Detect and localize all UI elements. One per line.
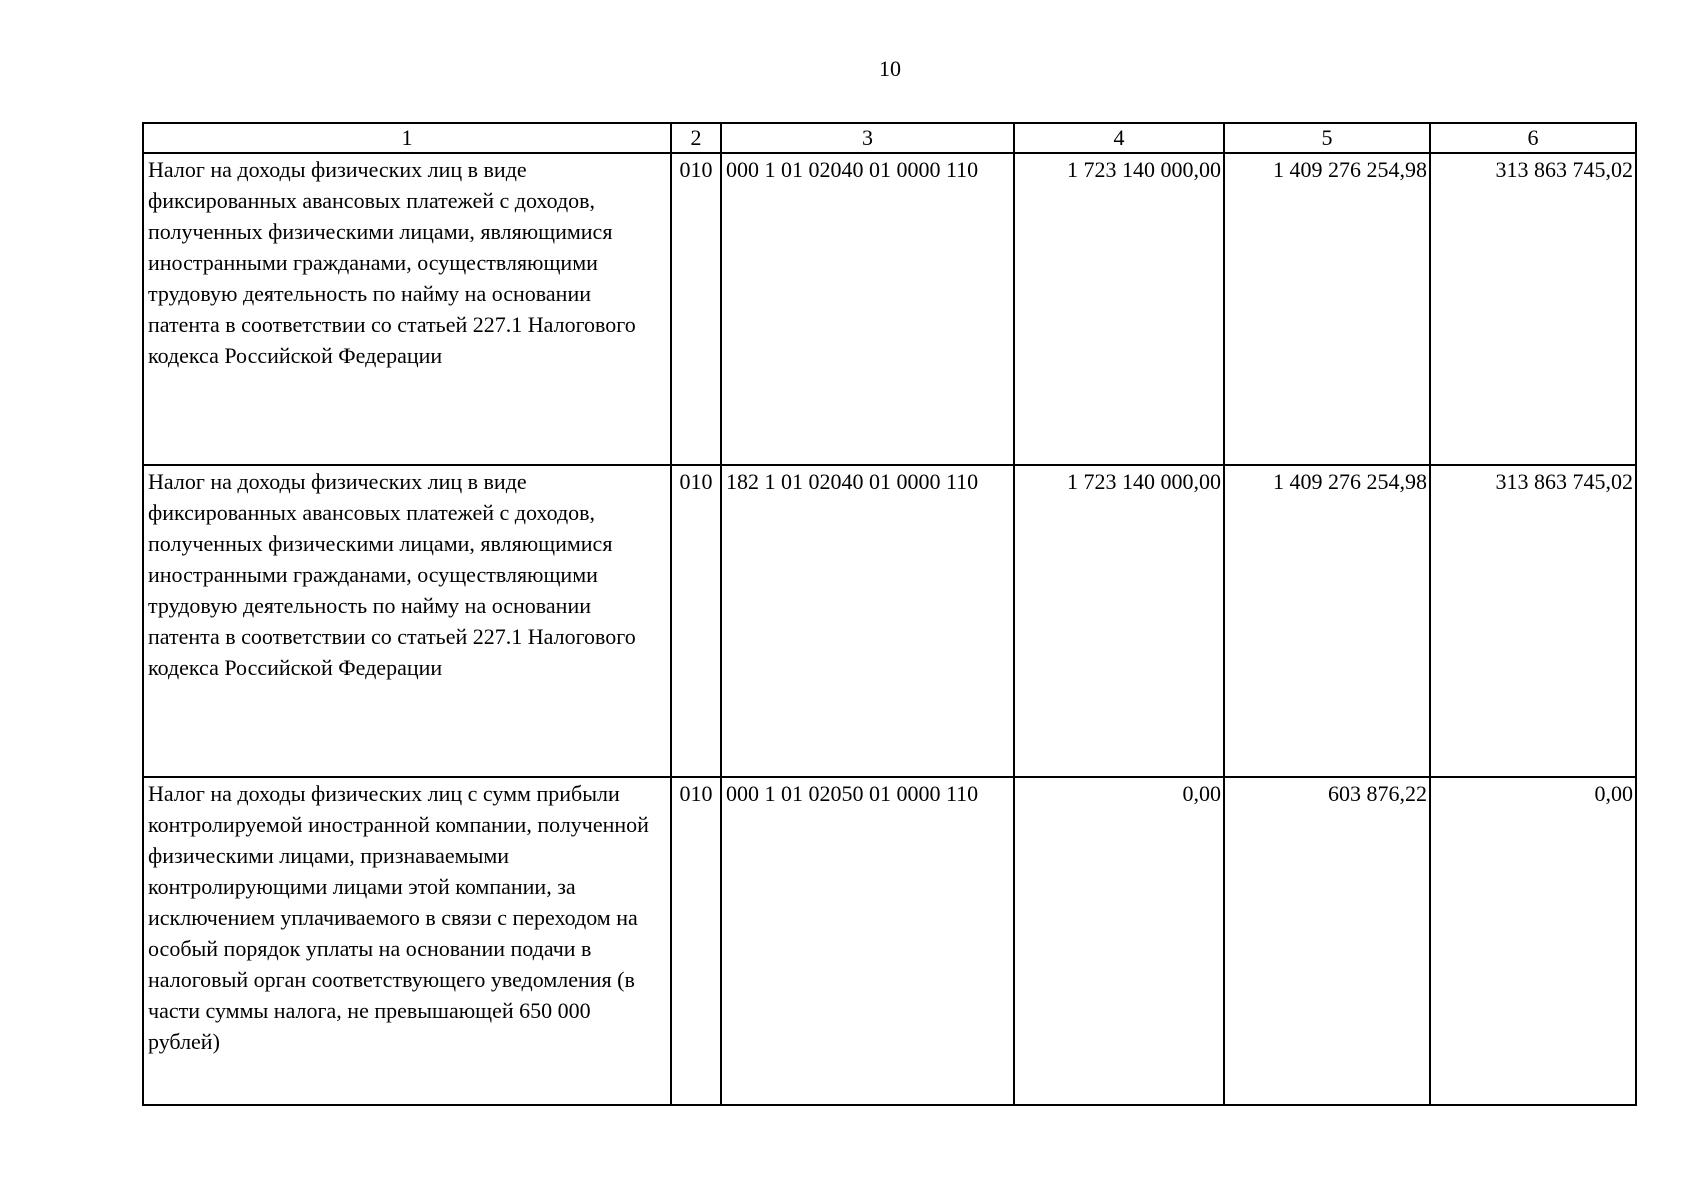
budget-execution-table (142, 122, 1637, 1106)
header-col-5: 5 (1224, 123, 1430, 153)
unexecuted-amount-cell: 313 863 745,02 (1430, 153, 1636, 465)
table-row (143, 153, 1636, 465)
budget-classification-code-cell: 000 1 01 02040 01 0000 110 (721, 153, 1014, 465)
line-code-cell: 010 (671, 777, 721, 1105)
header-col-2: 2 (671, 123, 721, 153)
income-name-cell: Налог на доходы физических лиц в виде фиксированных авансовых платежей с доходов, полученных физическими лицами, являющимися иностранными гражданами, осуществляющими трудовую деятельность по найму на основании патента в соответствии со статьей 227.1 Налогового кодекса Российской Федерации (143, 465, 671, 777)
column-number-header-row (143, 123, 1636, 153)
table-row (143, 777, 1636, 1105)
header-col-3: 3 (721, 123, 1014, 153)
header-col-6: 6 (1430, 123, 1636, 153)
approved-amount-cell: 0,00 (1014, 777, 1224, 1105)
table-row (143, 465, 1636, 777)
page-number: 10 (879, 56, 901, 81)
budget-classification-code-cell: 182 1 01 02040 01 0000 110 (721, 465, 1014, 777)
executed-amount-cell: 1 409 276 254,98 (1224, 465, 1430, 777)
header-col-1: 1 (143, 123, 671, 153)
executed-amount-cell: 603 876,22 (1224, 777, 1430, 1105)
executed-amount-cell: 1 409 276 254,98 (1224, 153, 1430, 465)
approved-amount-cell: 1 723 140 000,00 (1014, 465, 1224, 777)
income-name-cell: Налог на доходы физических лиц с сумм прибыли контролируемой иностранной компании, полученной физическими лицами, признаваемыми контролирующими лицами этой компании, за исключением уплачиваемого в связи с переходом на особый порядок уплаты на основании подачи в налоговый орган соответствующего уведомления (в части суммы налога, не превышающей 650 000 рублей) (143, 777, 671, 1105)
header-col-4: 4 (1014, 123, 1224, 153)
budget-classification-code-cell: 000 1 01 02050 01 0000 110 (721, 777, 1014, 1105)
unexecuted-amount-cell: 313 863 745,02 (1430, 465, 1636, 777)
unexecuted-amount-cell: 0,00 (1430, 777, 1636, 1105)
approved-amount-cell: 1 723 140 000,00 (1014, 153, 1224, 465)
line-code-cell: 010 (671, 153, 721, 465)
income-name-cell: Налог на доходы физических лиц в виде фиксированных авансовых платежей с доходов, полученных физическими лицами, являющимися иностранными гражданами, осуществляющими трудовую деятельность по найму на основании патента в соответствии со статьей 227.1 Налогового кодекса Российской Федерации (143, 153, 671, 465)
line-code-cell: 010 (671, 465, 721, 777)
